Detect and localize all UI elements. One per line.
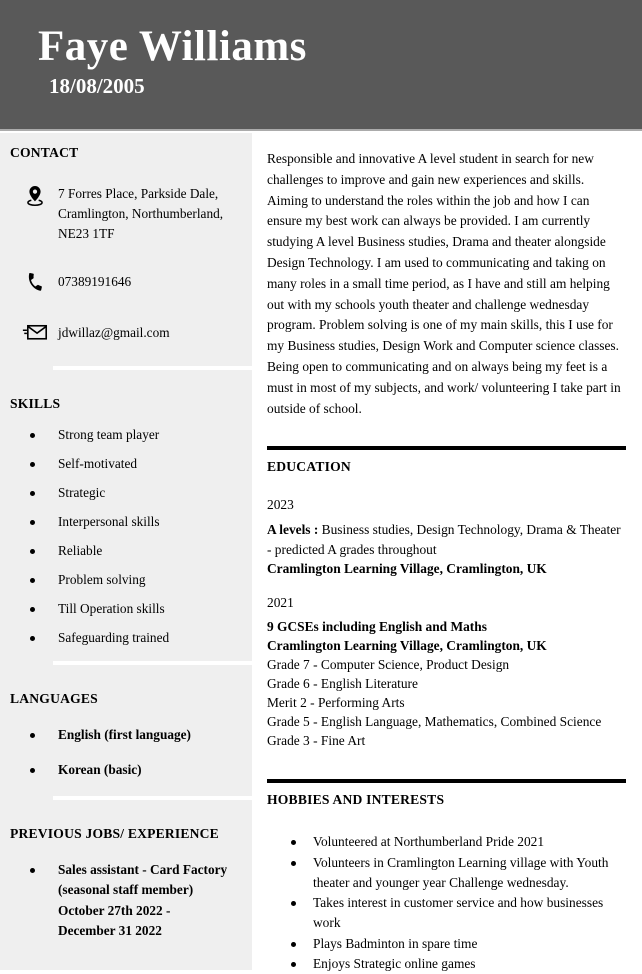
school-name: Cramlington Learning Village, Cramlington, UK bbox=[267, 560, 547, 576]
job-line: December 31 2022 bbox=[58, 923, 162, 939]
job-entry bbox=[58, 860, 245, 942]
language-label: Korean (basic) bbox=[58, 762, 142, 777]
contact-phone: 07389191646 bbox=[58, 274, 132, 289]
contact-email: jdwillaz@gmail.com bbox=[58, 325, 170, 340]
skill-label: Till Operation skills bbox=[58, 601, 165, 616]
list-item bbox=[10, 628, 245, 648]
alevels-label: A levels : bbox=[267, 522, 319, 538]
grade-line: Grade 7 - Computer Science, Product Design bbox=[267, 657, 510, 673]
hobbies-list bbox=[267, 832, 626, 974]
bullet-icon bbox=[30, 491, 35, 496]
bullet-icon bbox=[291, 901, 296, 906]
skill-label: Strategic bbox=[58, 485, 106, 500]
skill-label: Reliable bbox=[58, 543, 103, 558]
skill-label: Problem solving bbox=[58, 572, 146, 587]
skill-label: Self-motivated bbox=[58, 456, 138, 471]
birth-date: 18/08/2005 bbox=[49, 74, 145, 98]
bullet-icon bbox=[291, 840, 296, 845]
experience-heading: PREVIOUS JOBS/ EXPERIENCE bbox=[10, 826, 219, 841]
grade-line: Merit 2 - Performing Arts bbox=[267, 695, 405, 711]
bullet-icon bbox=[30, 636, 35, 641]
list-item bbox=[10, 483, 245, 503]
list-item bbox=[10, 725, 245, 745]
section-rule bbox=[267, 446, 626, 450]
grade-line: Grade 5 - English Language, Mathematics, Combined Science bbox=[267, 714, 602, 730]
email-icon bbox=[22, 323, 48, 342]
skill-label: Safeguarding trained bbox=[58, 630, 170, 645]
alevels-entry bbox=[267, 520, 626, 559]
education-year: 2021 bbox=[267, 595, 294, 611]
contact-section bbox=[0, 133, 252, 343]
hobby-label: Takes interest in customer service and how businesses work bbox=[313, 895, 604, 931]
skill-label: Interpersonal skills bbox=[58, 514, 160, 529]
bullet-icon bbox=[30, 607, 35, 612]
skills-list bbox=[10, 425, 245, 661]
languages-heading: LANGUAGES bbox=[10, 691, 98, 706]
gcse-entry bbox=[267, 617, 626, 750]
hobby-label: Plays Badminton in spare time bbox=[313, 935, 478, 951]
list-item bbox=[10, 599, 245, 619]
gcse-headline: 9 GCSEs including English and Maths bbox=[267, 619, 487, 635]
alevels-subjects: Business studies, Design Technology, Drama & Theater - predicted A grades throughout bbox=[267, 522, 621, 557]
main-column bbox=[267, 149, 626, 974]
list-item bbox=[10, 425, 245, 445]
list-item bbox=[10, 860, 245, 942]
phone-icon bbox=[22, 272, 48, 292]
job-line: (seasonal staff member) bbox=[58, 882, 194, 898]
list-item bbox=[10, 512, 245, 532]
profile-summary: Responsible and innovative A level student in search for new challenges to improve and gain new experiences and skills. Aiming to understand the roles within the job and how I can ensure my best work can always be provided. I am currently studying A level Business studies, Drama and theater alongside Design Technology. I am used to communicating and taking on many roles in a small time period, as I have and still am helping out with my schools youth theater and challenge wednesday program. Problem solving is one of my main skills, this I use for my Business studies, Design Work and Computer science classes. Being open to communicating and on always being my feet is a must in most of my subjects, and work/ volunteering I take part in outside of school. bbox=[267, 151, 621, 416]
job-line: October 27th 2022 - bbox=[58, 902, 171, 918]
language-label: English (first language) bbox=[58, 727, 191, 742]
languages-section bbox=[0, 665, 252, 796]
skills-heading: SKILLS bbox=[10, 396, 61, 411]
bullet-icon bbox=[291, 962, 296, 967]
bullet-icon bbox=[291, 861, 296, 866]
hobbies-heading: HOBBIES AND INTERESTS bbox=[267, 792, 445, 808]
languages-list bbox=[10, 725, 245, 796]
bullet-icon bbox=[291, 942, 296, 947]
list-item bbox=[267, 954, 626, 974]
list-item bbox=[10, 760, 245, 780]
list-item bbox=[267, 832, 626, 852]
experience-section bbox=[0, 800, 252, 942]
contact-email-row bbox=[10, 323, 245, 343]
grade-line: Grade 6 - English Literature bbox=[267, 676, 418, 692]
contact-heading: CONTACT bbox=[10, 145, 79, 160]
list-item bbox=[10, 541, 245, 561]
list-item bbox=[10, 454, 245, 474]
contact-address: 7 Forres Place, Parkside Dale, Cramlington, Northumberland, NE23 1TF bbox=[58, 186, 224, 241]
bullet-icon bbox=[30, 868, 35, 873]
location-pin-icon bbox=[22, 184, 48, 210]
job-line: Sales assistant - Card Factory bbox=[58, 862, 228, 877]
bullet-icon bbox=[30, 462, 35, 467]
section-rule bbox=[267, 779, 626, 783]
hobby-label: Volunteered at Northumberland Pride 2021 bbox=[313, 834, 545, 850]
contact-address-row bbox=[10, 184, 245, 244]
sidebar bbox=[0, 133, 252, 970]
bullet-icon bbox=[30, 733, 35, 738]
bullet-icon bbox=[30, 433, 35, 438]
hobby-label: Volunteers in Cramlington Learning village with Youth theater and younger year Challenge wednesday. bbox=[313, 854, 609, 890]
hobby-label: Enjoys Strategic online games bbox=[313, 956, 476, 972]
list-item bbox=[10, 570, 245, 590]
bullet-icon bbox=[30, 768, 35, 773]
contact-phone-row bbox=[10, 272, 245, 292]
education-year: 2023 bbox=[267, 497, 294, 513]
grade-line: Grade 3 - Fine Art bbox=[267, 733, 366, 749]
skills-section bbox=[0, 370, 252, 661]
list-item bbox=[267, 893, 626, 934]
school-name: Cramlington Learning Village, Cramlington, UK bbox=[267, 638, 547, 654]
bullet-icon bbox=[30, 578, 35, 583]
education-heading: EDUCATION bbox=[267, 459, 351, 475]
person-name: Faye Williams bbox=[38, 23, 307, 70]
bullet-icon bbox=[30, 549, 35, 554]
skill-label: Strong team player bbox=[58, 427, 160, 442]
bullet-icon bbox=[30, 520, 35, 525]
resume-header bbox=[0, 0, 642, 131]
list-item bbox=[267, 934, 626, 954]
list-item bbox=[267, 853, 626, 894]
